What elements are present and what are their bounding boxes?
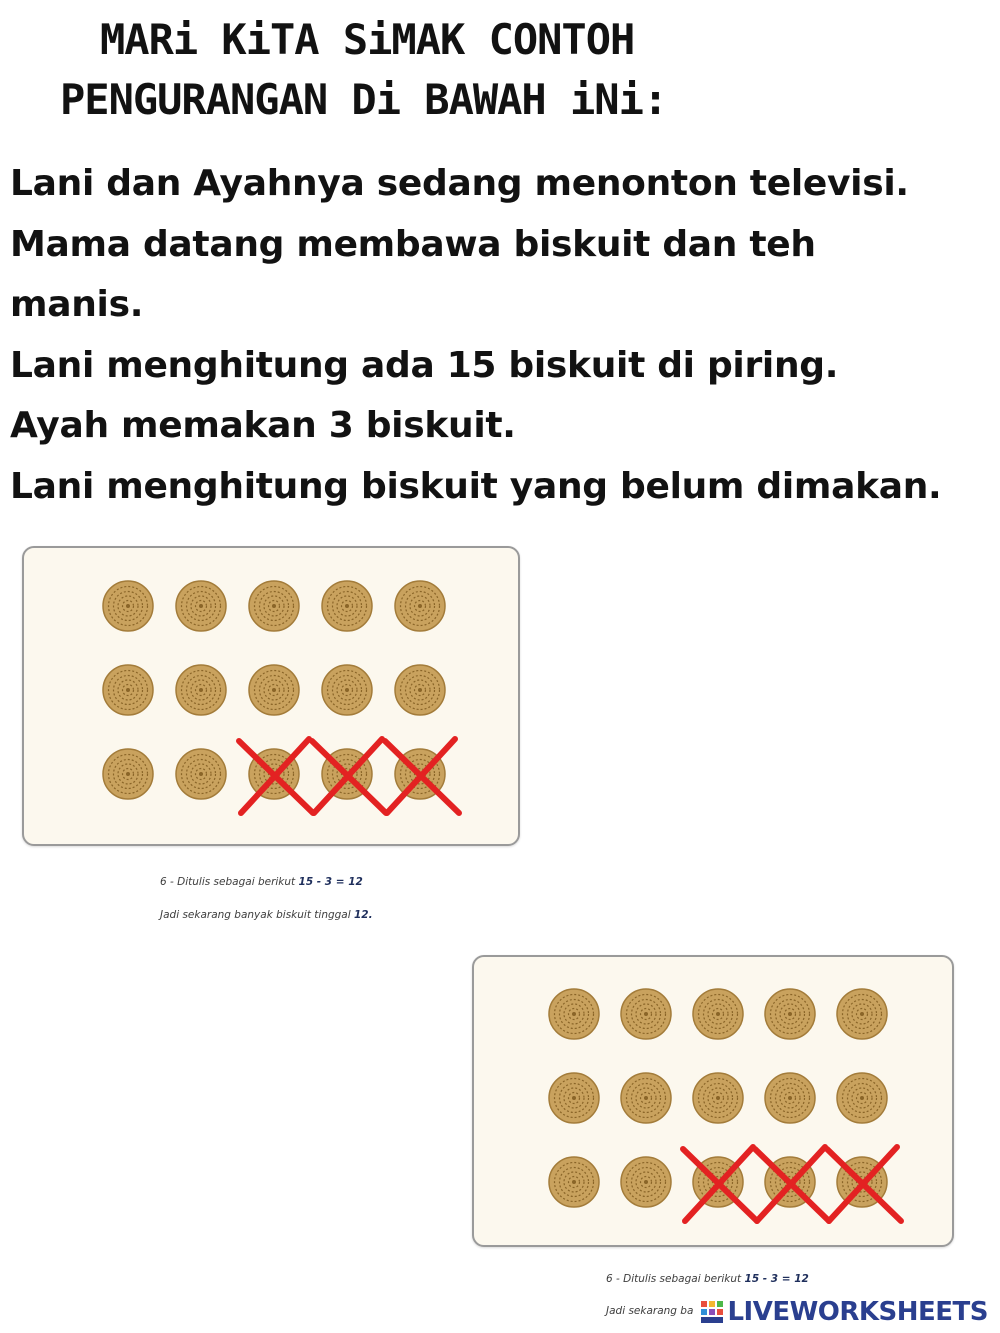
biscuit [765, 989, 815, 1039]
caption-written-label: 6 - Ditulis sebagai berikut [606, 1273, 742, 1285]
biscuit [549, 1073, 599, 1123]
story-line-1: Lani dan Ayahnya sedang menonton televisi. [10, 163, 909, 204]
biscuit [549, 1157, 599, 1207]
biscuit [176, 665, 226, 715]
caption-equation-2 [606, 1273, 809, 1285]
biscuit [103, 581, 153, 631]
biscuit [176, 581, 226, 631]
story-line-4: Lani menghitung ada 15 biskuit di piring. [10, 344, 839, 386]
story-line-5: Ayah memakan 3 biskuit. [10, 405, 516, 446]
biscuit [395, 665, 445, 715]
caption-result-2 [606, 1305, 693, 1317]
biscuit [621, 989, 671, 1039]
story-line-3: manis. [10, 284, 144, 325]
biscuit [837, 989, 887, 1039]
liveworksheets-logo-icon [701, 1299, 723, 1325]
title-line-1: MARi KiTA SiMAK CONTOH [100, 15, 635, 64]
biscuit [693, 989, 743, 1039]
biscuit [322, 581, 372, 631]
story-line-2: Mama datang membawa biskuit dan teh [10, 223, 816, 265]
story-line-6: Lani menghitung biskuit yang belum dimakan. [10, 465, 942, 507]
caption-equation-1 [160, 876, 363, 888]
caption-result-label: Jadi sekarang banyak biskuit tinggal [160, 909, 351, 921]
biscuit [621, 1157, 671, 1207]
biscuit-grid-1 [24, 548, 518, 844]
result-value: 12. [354, 909, 373, 921]
worksheet-title [60, 10, 760, 130]
equation-text: 15 - 3 = 12 [298, 876, 363, 888]
biscuit-grid-2 [474, 957, 952, 1245]
biscuit [322, 665, 372, 715]
biscuit-illustration-2 [472, 955, 954, 1247]
biscuit [693, 1073, 743, 1123]
caption-result-label: Jadi sekarang ba [606, 1305, 694, 1317]
biscuit [837, 1073, 887, 1123]
title-line-2: PENGURANGAN Di BAWAH iNi: [60, 75, 668, 124]
biscuit [249, 665, 299, 715]
caption-written-label: 6 - Ditulis sebagai berikut [160, 876, 296, 888]
equation-text: 15 - 3 = 12 [744, 1273, 809, 1285]
biscuit [103, 665, 153, 715]
biscuit [176, 749, 226, 799]
story-text [10, 154, 995, 517]
caption-result-1 [160, 909, 373, 921]
biscuit-illustration-1 [22, 546, 520, 846]
biscuit [103, 749, 153, 799]
watermark-text: LIVEWORKSHEETS [727, 1297, 988, 1327]
biscuit [549, 989, 599, 1039]
biscuit [621, 1073, 671, 1123]
biscuit [395, 581, 445, 631]
biscuit [249, 581, 299, 631]
liveworksheets-watermark [697, 1294, 992, 1330]
biscuit [765, 1073, 815, 1123]
